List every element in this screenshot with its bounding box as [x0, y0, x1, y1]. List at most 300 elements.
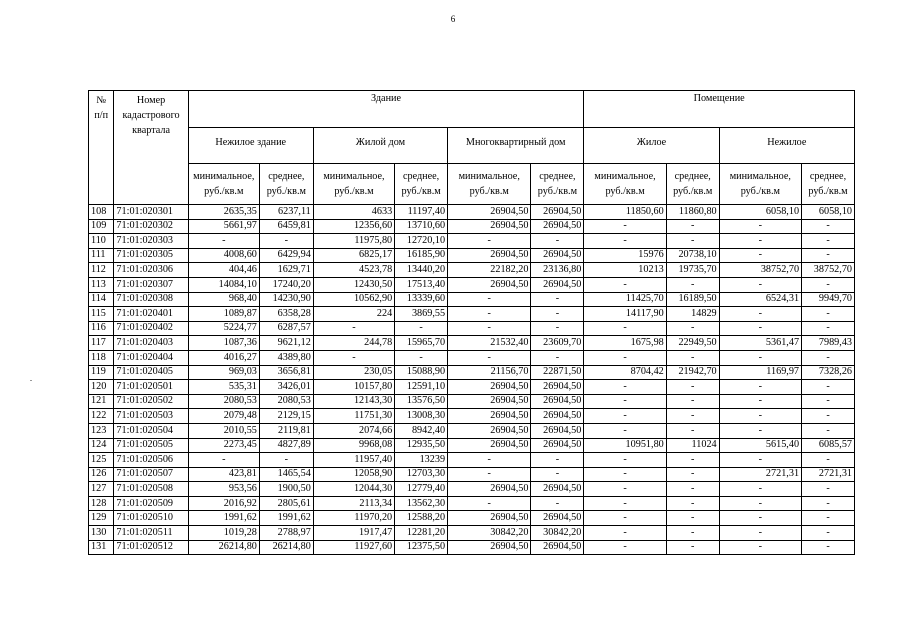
- nonres-building-min: 2079,48: [188, 409, 259, 424]
- nonres-premises-avg: -: [802, 234, 855, 249]
- apartment-building-avg: -: [531, 467, 584, 482]
- nonres-premises-avg: 9949,70: [802, 292, 855, 307]
- house-min: 2113,34: [313, 496, 394, 511]
- nonres-building-avg: 3426,01: [259, 380, 313, 395]
- apartment-building-avg: 26904,50: [531, 409, 584, 424]
- apartment-building-avg: 26904,50: [531, 511, 584, 526]
- row-number: 118: [89, 350, 114, 365]
- house-avg: 12281,20: [395, 526, 448, 541]
- nonres-building-avg: 1991,62: [259, 511, 313, 526]
- quarter-number: 71:01:020506: [114, 453, 188, 468]
- apartment-building-avg: -: [531, 453, 584, 468]
- res-premises-min: 14117,90: [584, 307, 666, 322]
- table-row: [89, 482, 855, 497]
- nonres-building-avg: 17240,20: [259, 277, 313, 292]
- header-building: Здание: [188, 91, 584, 128]
- house-min: 224: [313, 307, 394, 322]
- apartment-building-min: 26904,50: [448, 205, 531, 220]
- quarter-number: 71:01:020308: [114, 292, 188, 307]
- row-number: 112: [89, 263, 114, 278]
- apartment-building-avg: 26904,50: [531, 219, 584, 234]
- apartment-building-avg: 26904,50: [531, 380, 584, 395]
- apartment-building-min: -: [448, 453, 531, 468]
- apartment-building-avg: 26904,50: [531, 423, 584, 438]
- apartment-building-min: -: [448, 234, 531, 249]
- nonres-premises-avg: 2721,31: [802, 467, 855, 482]
- nonres-premises-avg: -: [802, 321, 855, 336]
- header-avg: среднее, руб./кв.м: [259, 164, 313, 205]
- table-row: [89, 263, 855, 278]
- row-number: 131: [89, 540, 114, 555]
- nonres-building-avg: 4389,80: [259, 350, 313, 365]
- res-premises-min: -: [584, 277, 666, 292]
- apartment-building-avg: 26904,50: [531, 482, 584, 497]
- house-avg: 15088,90: [395, 365, 448, 380]
- nonres-premises-min: -: [719, 453, 801, 468]
- quarter-number: 71:01:020501: [114, 380, 188, 395]
- res-premises-min: -: [584, 350, 666, 365]
- table-row: [89, 423, 855, 438]
- res-premises-min: -: [584, 467, 666, 482]
- nonres-building-min: 2010,55: [188, 423, 259, 438]
- apartment-building-avg: 26904,50: [531, 205, 584, 220]
- table-row: [89, 350, 855, 365]
- nonres-premises-min: 5361,47: [719, 336, 801, 351]
- nonres-premises-min: 6058,10: [719, 205, 801, 220]
- quarter-number: 71:01:020503: [114, 409, 188, 424]
- nonres-premises-avg: -: [802, 394, 855, 409]
- nonres-building-min: 2635,35: [188, 205, 259, 220]
- table-row: [89, 321, 855, 336]
- house-min: 1917,47: [313, 526, 394, 541]
- row-number: 126: [89, 467, 114, 482]
- nonres-building-avg: -: [259, 234, 313, 249]
- house-min: 12143,30: [313, 394, 394, 409]
- row-number: 125: [89, 453, 114, 468]
- nonres-building-avg: 2788,97: [259, 526, 313, 541]
- nonres-building-avg: 4827,89: [259, 438, 313, 453]
- res-premises-min: 8704,42: [584, 365, 666, 380]
- nonres-premises-avg: 7328,26: [802, 365, 855, 380]
- quarter-number: 71:01:020512: [114, 540, 188, 555]
- quarter-number: 71:01:020305: [114, 248, 188, 263]
- nonres-premises-avg: -: [802, 350, 855, 365]
- res-premises-avg: -: [666, 277, 719, 292]
- apartment-building-min: 22182,20: [448, 263, 531, 278]
- nonres-premises-avg: -: [802, 277, 855, 292]
- res-premises-min: 1675,98: [584, 336, 666, 351]
- house-min: 12044,30: [313, 482, 394, 497]
- nonres-building-avg: 26214,80: [259, 540, 313, 555]
- table-row: [89, 526, 855, 541]
- header-avg: среднее, руб./кв.м: [531, 164, 584, 205]
- house-avg: 11197,40: [395, 205, 448, 220]
- nonres-building-min: 1991,62: [188, 511, 259, 526]
- house-min: 4633: [313, 205, 394, 220]
- header-nonres-building: Нежилое здание: [188, 128, 313, 164]
- res-premises-avg: 11024: [666, 438, 719, 453]
- apartment-building-min: 26904,50: [448, 423, 531, 438]
- header-quarter: Номер кадастрового квартала: [114, 91, 188, 205]
- header-min: минимальное, руб./кв.м: [719, 164, 801, 205]
- nonres-premises-min: -: [719, 394, 801, 409]
- nonres-premises-min: -: [719, 321, 801, 336]
- house-min: 6825,17: [313, 248, 394, 263]
- nonres-premises-avg: -: [802, 453, 855, 468]
- house-min: 11970,20: [313, 511, 394, 526]
- house-avg: 13710,60: [395, 219, 448, 234]
- nonres-premises-min: -: [719, 526, 801, 541]
- table-body: [89, 205, 855, 555]
- nonres-building-min: 968,40: [188, 292, 259, 307]
- row-number: 121: [89, 394, 114, 409]
- apartment-building-avg: -: [531, 321, 584, 336]
- table-row: [89, 409, 855, 424]
- house-min: 12430,50: [313, 277, 394, 292]
- table-row: [89, 438, 855, 453]
- house-min: 244,78: [313, 336, 394, 351]
- row-number: 119: [89, 365, 114, 380]
- res-premises-avg: -: [666, 453, 719, 468]
- house-avg: 13239: [395, 453, 448, 468]
- apartment-building-avg: -: [531, 350, 584, 365]
- res-premises-avg: 20738,10: [666, 248, 719, 263]
- nonres-premises-avg: -: [802, 423, 855, 438]
- nonres-premises-min: 6524,31: [719, 292, 801, 307]
- nonres-building-min: 1019,28: [188, 526, 259, 541]
- row-number: 111: [89, 248, 114, 263]
- header-avg: среднее, руб./кв.м: [395, 164, 448, 205]
- nonres-premises-avg: -: [802, 219, 855, 234]
- row-number: 110: [89, 234, 114, 249]
- cadastral-value-table: [88, 90, 855, 555]
- nonres-building-min: -: [188, 453, 259, 468]
- res-premises-min: -: [584, 453, 666, 468]
- res-premises-avg: 11860,80: [666, 205, 719, 220]
- apartment-building-avg: 26904,50: [531, 248, 584, 263]
- header-premises: Помещение: [584, 91, 855, 128]
- quarter-number: 71:01:020404: [114, 350, 188, 365]
- res-premises-min: 11425,70: [584, 292, 666, 307]
- apartment-building-avg: 22871,50: [531, 365, 584, 380]
- nonres-premises-avg: -: [802, 409, 855, 424]
- res-premises-min: 10951,80: [584, 438, 666, 453]
- res-premises-min: -: [584, 540, 666, 555]
- table-row: [89, 277, 855, 292]
- res-premises-avg: -: [666, 394, 719, 409]
- res-premises-min: -: [584, 394, 666, 409]
- apartment-building-min: 26904,50: [448, 540, 531, 555]
- table-row: [89, 365, 855, 380]
- res-premises-avg: -: [666, 219, 719, 234]
- house-avg: -: [395, 321, 448, 336]
- table-row: [89, 292, 855, 307]
- apartment-building-min: 26904,50: [448, 482, 531, 497]
- house-avg: 12935,50: [395, 438, 448, 453]
- house-min: 12356,60: [313, 219, 394, 234]
- res-premises-avg: -: [666, 511, 719, 526]
- house-min: 9968,08: [313, 438, 394, 453]
- nonres-premises-avg: -: [802, 307, 855, 322]
- nonres-building-avg: 1465,54: [259, 467, 313, 482]
- table-row: [89, 394, 855, 409]
- apartment-building-min: 26904,50: [448, 438, 531, 453]
- house-min: 10157,80: [313, 380, 394, 395]
- header-avg: среднее, руб./кв.м: [666, 164, 719, 205]
- res-premises-min: -: [584, 526, 666, 541]
- house-min: 11927,60: [313, 540, 394, 555]
- apartment-building-avg: 26904,50: [531, 394, 584, 409]
- res-premises-avg: -: [666, 526, 719, 541]
- table-row: [89, 467, 855, 482]
- quarter-number: 71:01:020511: [114, 526, 188, 541]
- quarter-number: 71:01:020307: [114, 277, 188, 292]
- nonres-premises-avg: 7989,43: [802, 336, 855, 351]
- res-premises-avg: -: [666, 350, 719, 365]
- apartment-building-min: 26904,50: [448, 277, 531, 292]
- table-row: [89, 540, 855, 555]
- row-number: 129: [89, 511, 114, 526]
- table-row: [89, 307, 855, 322]
- row-number: 123: [89, 423, 114, 438]
- res-premises-min: -: [584, 496, 666, 511]
- nonres-building-min: 4008,60: [188, 248, 259, 263]
- res-premises-avg: -: [666, 540, 719, 555]
- nonres-building-min: 1089,87: [188, 307, 259, 322]
- nonres-building-min: 423,81: [188, 467, 259, 482]
- house-avg: 12703,30: [395, 467, 448, 482]
- res-premises-avg: -: [666, 234, 719, 249]
- res-premises-avg: -: [666, 380, 719, 395]
- apartment-building-min: 30842,20: [448, 526, 531, 541]
- nonres-premises-avg: -: [802, 380, 855, 395]
- apartment-building-avg: -: [531, 496, 584, 511]
- nonres-premises-avg: -: [802, 540, 855, 555]
- res-premises-min: 10213: [584, 263, 666, 278]
- nonres-premises-min: 2721,31: [719, 467, 801, 482]
- nonres-building-avg: 2080,53: [259, 394, 313, 409]
- quarter-number: 71:01:020301: [114, 205, 188, 220]
- row-number: 122: [89, 409, 114, 424]
- apartment-building-min: 26904,50: [448, 380, 531, 395]
- nonres-premises-avg: 6085,57: [802, 438, 855, 453]
- table-row: [89, 496, 855, 511]
- header-apartment-building: Многоквартирный дом: [448, 128, 584, 164]
- house-avg: 8942,40: [395, 423, 448, 438]
- res-premises-min: -: [584, 423, 666, 438]
- res-premises-min: 15976: [584, 248, 666, 263]
- apartment-building-avg: 23136,80: [531, 263, 584, 278]
- house-min: -: [313, 321, 394, 336]
- house-min: 11751,30: [313, 409, 394, 424]
- res-premises-min: -: [584, 511, 666, 526]
- table-row: [89, 234, 855, 249]
- row-number: 124: [89, 438, 114, 453]
- quarter-number: 71:01:020502: [114, 394, 188, 409]
- res-premises-min: -: [584, 380, 666, 395]
- row-number: 113: [89, 277, 114, 292]
- nonres-building-min: 5224,77: [188, 321, 259, 336]
- res-premises-avg: 22949,50: [666, 336, 719, 351]
- table-row: [89, 511, 855, 526]
- nonres-premises-min: -: [719, 496, 801, 511]
- row-number: 109: [89, 219, 114, 234]
- res-premises-min: 11850,60: [584, 205, 666, 220]
- quarter-number: 71:01:020303: [114, 234, 188, 249]
- nonres-building-avg: 2119,81: [259, 423, 313, 438]
- header-min: минимальное, руб./кв.м: [448, 164, 531, 205]
- nonres-premises-min: -: [719, 409, 801, 424]
- table-row: [89, 336, 855, 351]
- quarter-number: 71:01:020504: [114, 423, 188, 438]
- nonres-building-avg: 6429,94: [259, 248, 313, 263]
- nonres-premises-min: -: [719, 219, 801, 234]
- res-premises-avg: -: [666, 482, 719, 497]
- row-number: 117: [89, 336, 114, 351]
- res-premises-avg: -: [666, 321, 719, 336]
- apartment-building-min: -: [448, 350, 531, 365]
- house-avg: 3869,55: [395, 307, 448, 322]
- nonres-premises-avg: -: [802, 526, 855, 541]
- row-number: 114: [89, 292, 114, 307]
- house-avg: 13576,50: [395, 394, 448, 409]
- house-avg: 12720,10: [395, 234, 448, 249]
- table-row: [89, 453, 855, 468]
- nonres-building-avg: 2129,15: [259, 409, 313, 424]
- nonres-premises-avg: 38752,70: [802, 263, 855, 278]
- apartment-building-min: 26904,50: [448, 394, 531, 409]
- nonres-premises-min: 38752,70: [719, 263, 801, 278]
- nonres-building-avg: 6459,81: [259, 219, 313, 234]
- house-avg: 12779,40: [395, 482, 448, 497]
- apartment-building-avg: -: [531, 307, 584, 322]
- scan-artifact: [30, 380, 32, 381]
- apartment-building-min: 21156,70: [448, 365, 531, 380]
- nonres-building-min: 26214,80: [188, 540, 259, 555]
- res-premises-avg: 19735,70: [666, 263, 719, 278]
- nonres-premises-min: -: [719, 248, 801, 263]
- table-row: [89, 205, 855, 220]
- header-min: минимальное, руб./кв.м: [188, 164, 259, 205]
- nonres-premises-avg: -: [802, 511, 855, 526]
- quarter-number: 71:01:020403: [114, 336, 188, 351]
- house-avg: 12591,10: [395, 380, 448, 395]
- apartment-building-min: -: [448, 467, 531, 482]
- header-min: минимальное, руб./кв.м: [584, 164, 666, 205]
- house-min: 11957,40: [313, 453, 394, 468]
- house-avg: 13562,30: [395, 496, 448, 511]
- nonres-building-min: 535,31: [188, 380, 259, 395]
- apartment-building-min: 26904,50: [448, 409, 531, 424]
- nonres-building-min: 953,56: [188, 482, 259, 497]
- header-nonres-premises: Нежилое: [719, 128, 854, 164]
- house-avg: 12375,50: [395, 540, 448, 555]
- table-row: [89, 219, 855, 234]
- nonres-premises-avg: -: [802, 482, 855, 497]
- nonres-premises-min: -: [719, 380, 801, 395]
- quarter-number: 71:01:020306: [114, 263, 188, 278]
- apartment-building-min: 26904,50: [448, 219, 531, 234]
- nonres-premises-min: -: [719, 277, 801, 292]
- nonres-building-min: 2016,92: [188, 496, 259, 511]
- nonres-building-avg: 1900,50: [259, 482, 313, 497]
- nonres-building-avg: 6358,28: [259, 307, 313, 322]
- nonres-building-min: 4016,27: [188, 350, 259, 365]
- nonres-building-min: 2080,53: [188, 394, 259, 409]
- row-number: 108: [89, 205, 114, 220]
- apartment-building-min: 26904,50: [448, 511, 531, 526]
- house-avg: 16185,90: [395, 248, 448, 263]
- house-min: 11975,80: [313, 234, 394, 249]
- house-avg: 13339,60: [395, 292, 448, 307]
- apartment-building-avg: 26904,50: [531, 540, 584, 555]
- res-premises-avg: 21942,70: [666, 365, 719, 380]
- nonres-building-avg: 3656,81: [259, 365, 313, 380]
- nonres-building-avg: 6237,11: [259, 205, 313, 220]
- house-min: -: [313, 350, 394, 365]
- res-premises-min: -: [584, 482, 666, 497]
- nonres-premises-avg: -: [802, 496, 855, 511]
- house-avg: 13008,30: [395, 409, 448, 424]
- res-premises-min: -: [584, 409, 666, 424]
- nonres-building-min: 5661,97: [188, 219, 259, 234]
- res-premises-avg: -: [666, 409, 719, 424]
- house-min: 230,05: [313, 365, 394, 380]
- house-avg: 17513,40: [395, 277, 448, 292]
- nonres-premises-min: -: [719, 482, 801, 497]
- nonres-building-min: 969,03: [188, 365, 259, 380]
- apartment-building-avg: 26904,50: [531, 438, 584, 453]
- nonres-building-min: 2273,45: [188, 438, 259, 453]
- nonres-premises-min: 1169,97: [719, 365, 801, 380]
- apartment-building-min: -: [448, 292, 531, 307]
- nonres-building-avg: 9621,12: [259, 336, 313, 351]
- nonres-premises-min: -: [719, 307, 801, 322]
- row-number: 127: [89, 482, 114, 497]
- nonres-building-avg: 14230,90: [259, 292, 313, 307]
- house-min: 10562,90: [313, 292, 394, 307]
- header-house: Жилой дом: [313, 128, 447, 164]
- nonres-premises-min: 5615,40: [719, 438, 801, 453]
- nonres-building-avg: 6287,57: [259, 321, 313, 336]
- house-min: 4523,78: [313, 263, 394, 278]
- apartment-building-min: 26904,50: [448, 248, 531, 263]
- header-avg: среднее, руб./кв.м: [802, 164, 855, 205]
- house-avg: 12588,20: [395, 511, 448, 526]
- apartment-building-min: -: [448, 307, 531, 322]
- nonres-premises-min: -: [719, 423, 801, 438]
- row-number: 130: [89, 526, 114, 541]
- quarter-number: 71:01:020402: [114, 321, 188, 336]
- nonres-premises-min: -: [719, 511, 801, 526]
- quarter-number: 71:01:020510: [114, 511, 188, 526]
- res-premises-min: -: [584, 219, 666, 234]
- res-premises-avg: 14829: [666, 307, 719, 322]
- nonres-premises-avg: 6058,10: [802, 205, 855, 220]
- apartment-building-avg: 26904,50: [531, 277, 584, 292]
- quarter-number: 71:01:020507: [114, 467, 188, 482]
- house-avg: 15965,70: [395, 336, 448, 351]
- apartment-building-avg: 30842,20: [531, 526, 584, 541]
- quarter-number: 71:01:020509: [114, 496, 188, 511]
- apartment-building-min: 21532,40: [448, 336, 531, 351]
- res-premises-avg: -: [666, 423, 719, 438]
- nonres-building-avg: 2805,61: [259, 496, 313, 511]
- quarter-number: 71:01:020405: [114, 365, 188, 380]
- nonres-premises-min: -: [719, 234, 801, 249]
- nonres-building-min: 1087,36: [188, 336, 259, 351]
- header-min: минимальное, руб./кв.м: [313, 164, 394, 205]
